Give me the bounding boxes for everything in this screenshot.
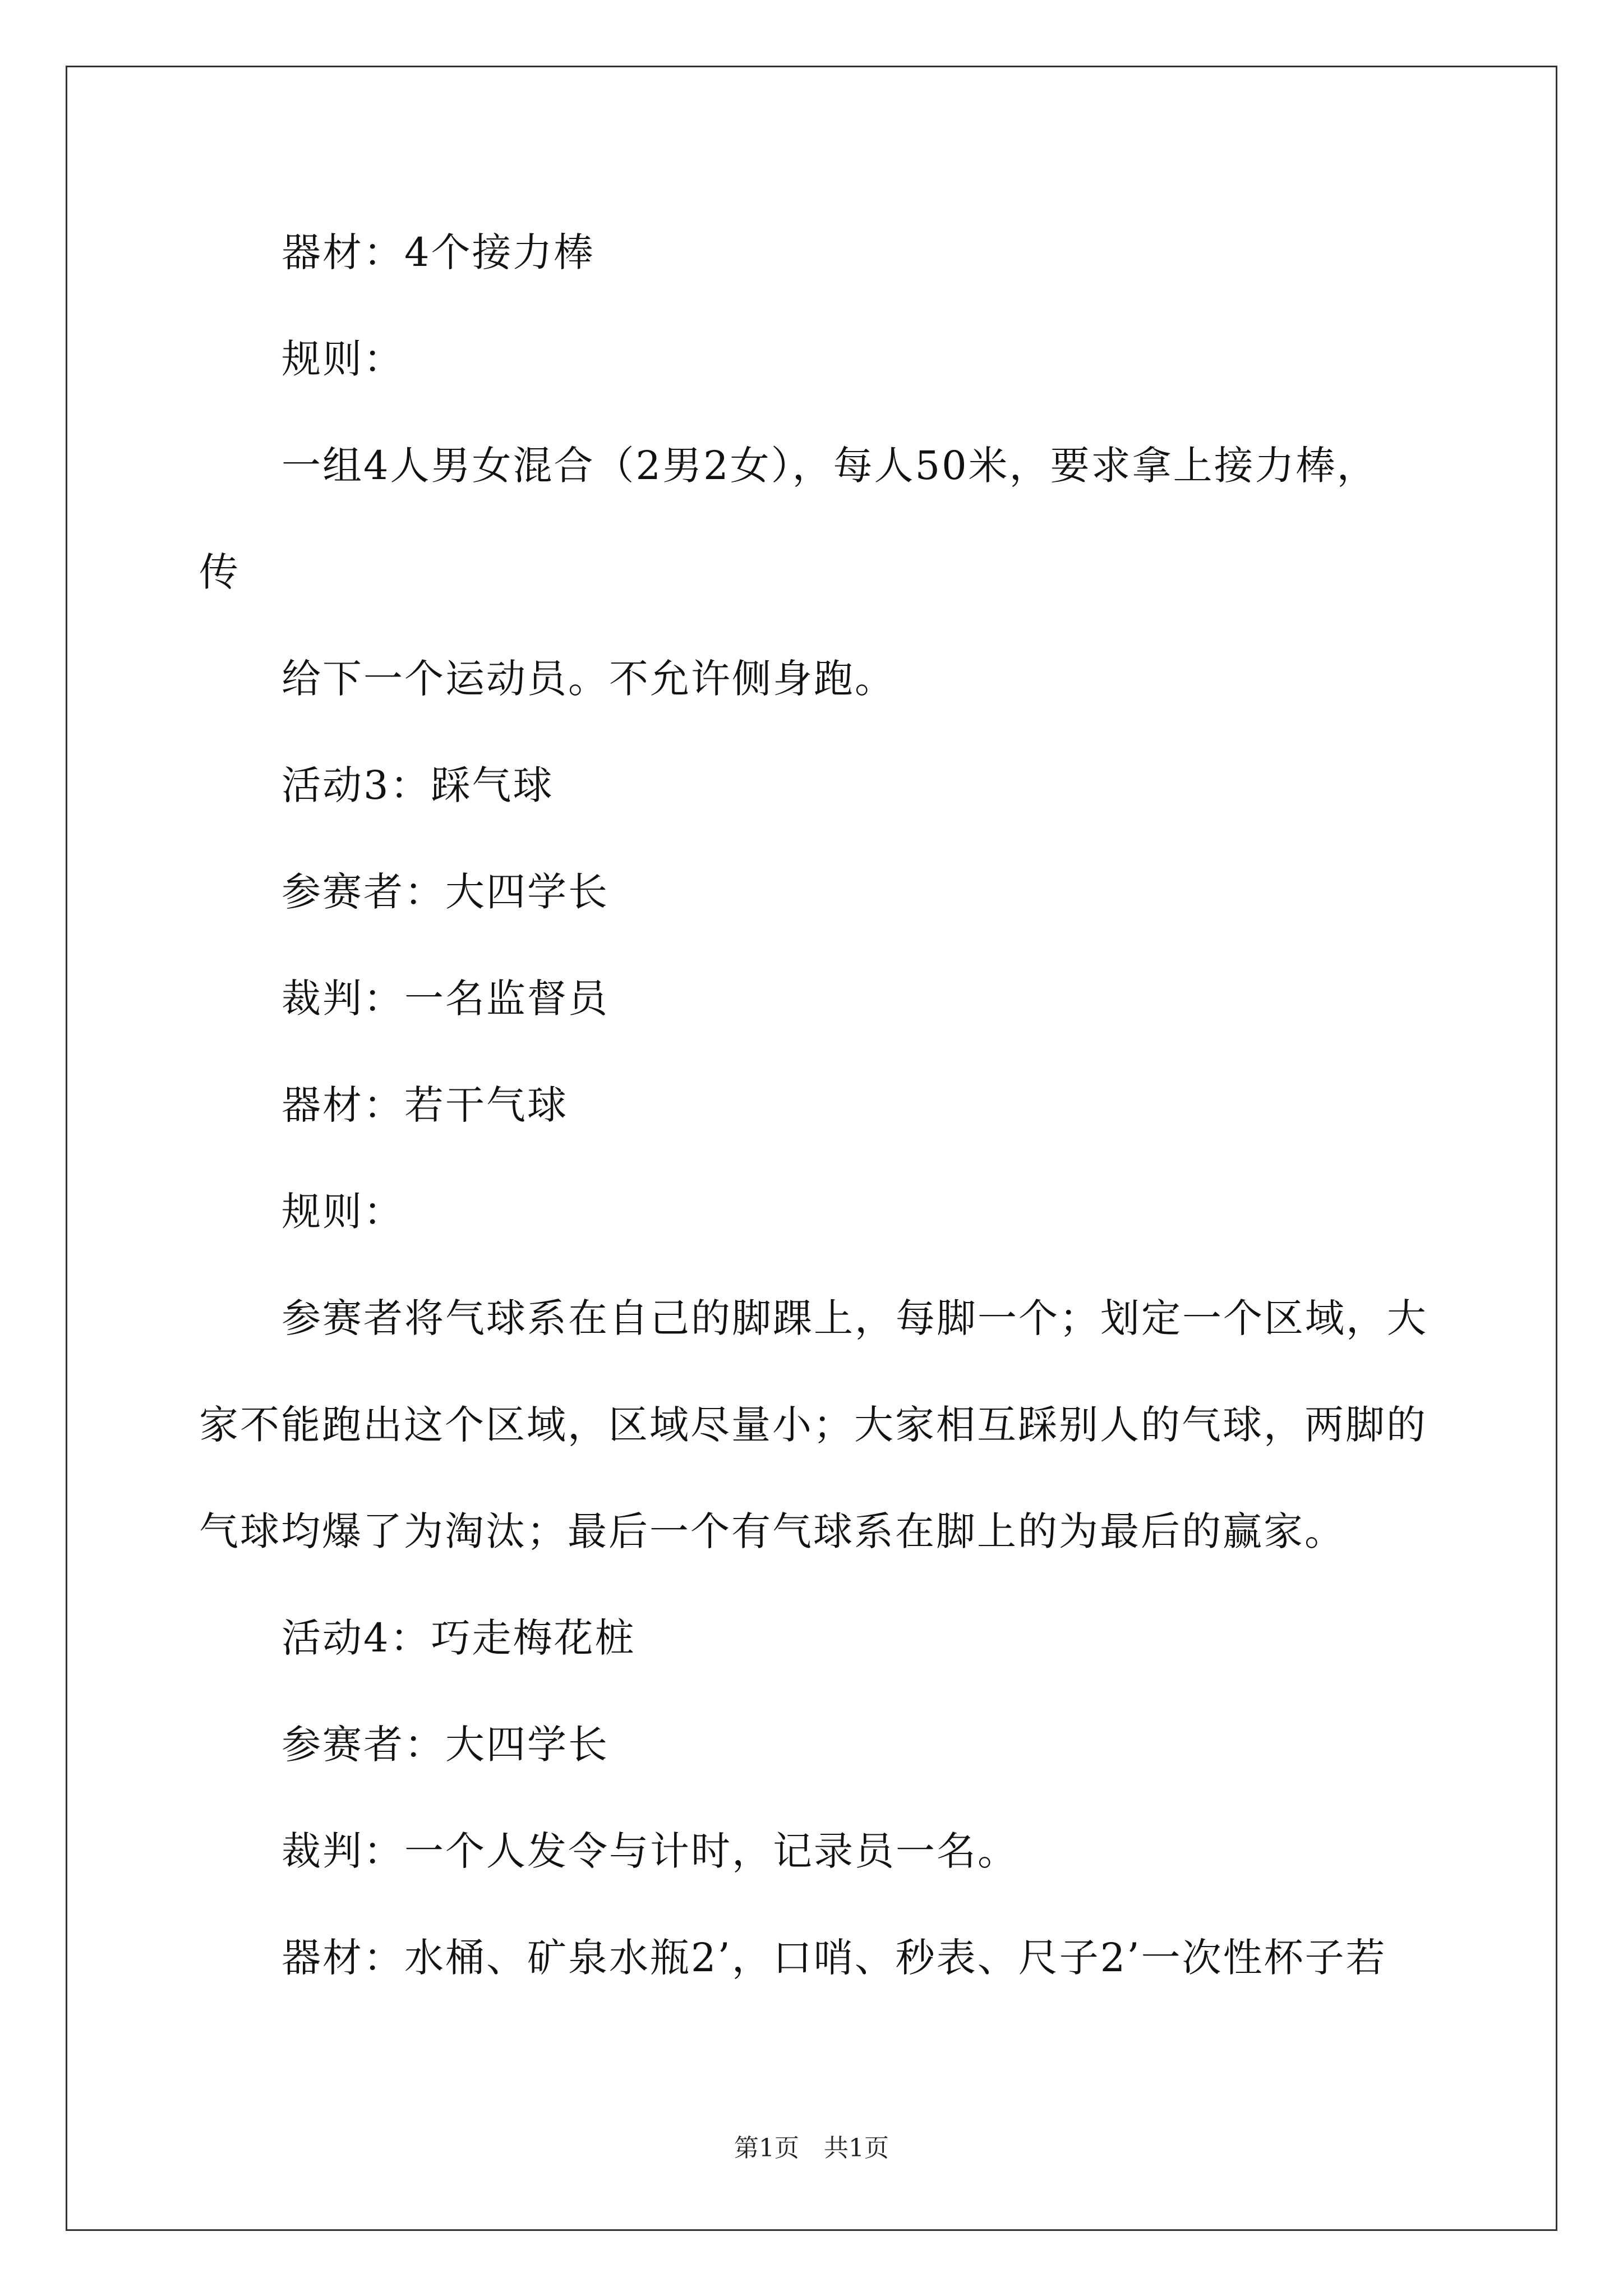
- text-line: 一组4人男女混合（2男2女），每人50米，要求拿上接力棒，: [282, 443, 1378, 489]
- text-line: 裁判：一名监督员: [282, 976, 609, 1022]
- text-line: 器材：若干气球: [282, 1082, 568, 1128]
- text-line: 给下一个运动员。不允许侧身跑。: [282, 656, 896, 702]
- page-number-footer: 第1页 共1页: [734, 2134, 889, 2162]
- text-line: 传: [199, 549, 240, 595]
- text-line: 规则：: [282, 1189, 404, 1235]
- section-heading: 活动4：巧走梅花桩: [282, 1615, 636, 1661]
- text-line: 参赛者：大四学长: [282, 1722, 609, 1768]
- text-line: 家不能跑出这个区域，区域尽量小；大家相互踩别人的气球，两脚的: [199, 1402, 1427, 1448]
- text-line: 气球均爆了为淘汰；最后一个有气球系在脚上的为最后的赢家。: [199, 1508, 1345, 1554]
- text-line: 参赛者将气球系在自己的脚踝上，每脚一个；划定一个区域，大: [282, 1295, 1428, 1341]
- text-line: 器材：4个接力棒: [282, 229, 595, 275]
- text-line: 裁判：一个人发令与计时，记录员一名。: [282, 1828, 1018, 1874]
- section-heading: 活动3：踩气球: [282, 762, 554, 808]
- text-line: 器材：水桶、矿泉水瓶2’，口哨、秒表、尺子2’一次性杯子若: [282, 1935, 1387, 1981]
- text-line: 参赛者：大四学长: [282, 869, 609, 915]
- text-line: 规则：: [282, 336, 404, 382]
- page-border: [66, 66, 1557, 2231]
